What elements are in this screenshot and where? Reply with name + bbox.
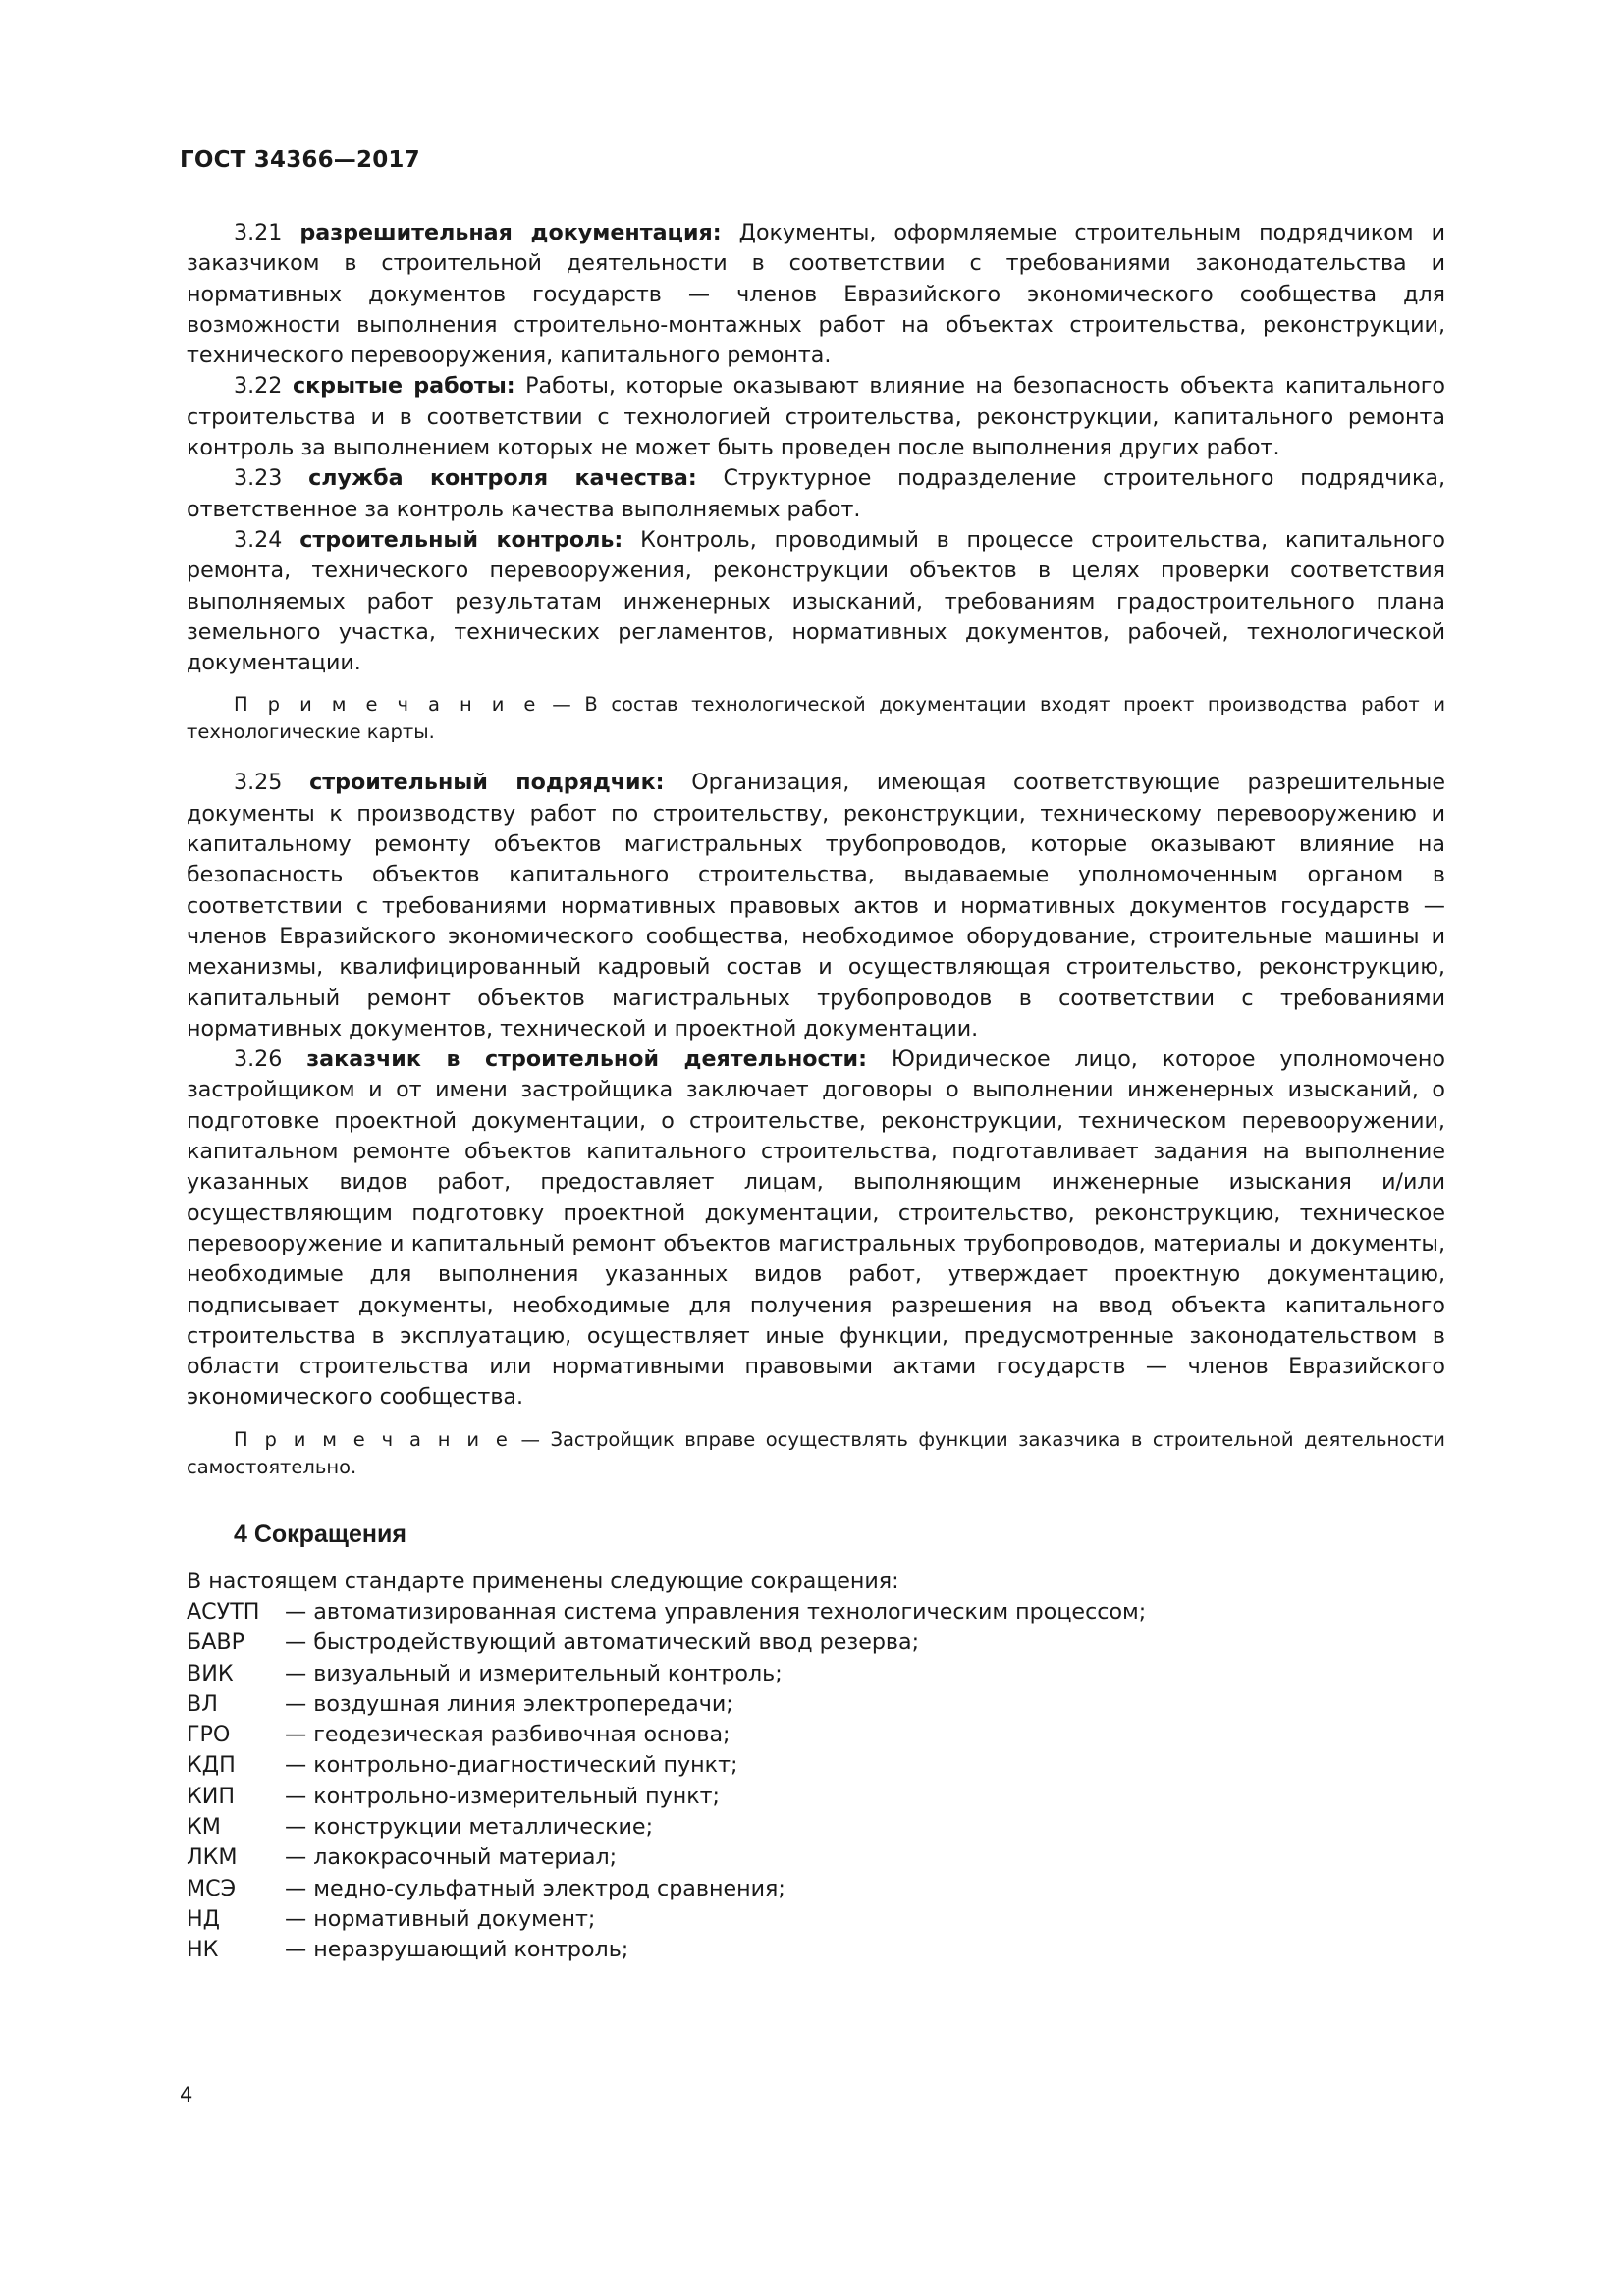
clause-text: Юридическое лицо, которое уполномочено застройщиком и от имени застройщика заключает договоры о выполнении инженерных изысканий, о подготовке проектной документации, о строительстве, реконструкции, техническом перевооружении, капитальном ремонте объектов капитального строительства, подготавливает задания на выполнение указанных видов работ, предоставляет лицам, выполняющим инженерные изыскания и/или осуществляющим подготовку проектной документации, строительство, реконструкцию, техническое перевооружение и капитальный ремонт объектов магистральных трубопроводов, материалы и документы, необходимые для выполнения указанных видов работ, утверждает проектную документацию, подписывает документы, необходимые для получения разрешения на ввод объекта капитального строительства в эксплуатацию, осуществляет иные функции, предусмотренные законодательством в области строительства или нормативными правовыми актами государств — членов Евразийского экономического сообщества. xyxy=(187,1046,1445,1411)
section-4-heading-wrap xyxy=(187,1481,1445,1567)
clause-3-26 xyxy=(187,1044,1445,1414)
abbreviation-value: — лакокрасочный материал; xyxy=(285,1844,618,1871)
list-item xyxy=(187,1597,1445,1628)
list-item xyxy=(187,1750,1445,1781)
clause-number: 3.26 xyxy=(234,1046,283,1073)
list-item xyxy=(187,1874,1445,1904)
list-item xyxy=(187,1842,1445,1873)
clause-number: 3.24 xyxy=(234,526,283,553)
list-item xyxy=(187,1659,1445,1689)
abbreviation-value: — автоматизированная система управления технологическим процессом; xyxy=(285,1598,1147,1625)
clause-term: служба контроля качества: xyxy=(308,465,697,492)
clause-text: Организация, имеющая соответствующие разрешительные документы к производству работ по строительству, реконструкции, техническому перевооружению и капитальному ремонту объектов магистральных трубопроводов, которые оказывают влияние на безопасность объектов капитального строительства, выдаваемые уполномоченным органом в соответствии с требованиями нормативных правовых актов и нормативных документов государств — членов Евразийского экономического сообщества, необходимое оборудование, строительные машины и механизмы, квалифицированный кадровый состав и осуществляющая строительство, реконструкцию, капитальный ремонт объектов магистральных трубопроводов в соответствии с требованиями нормативных документов, технической и проектной документации. xyxy=(187,770,1445,1041)
clause-3-25 xyxy=(187,768,1445,1044)
page-number: 4 xyxy=(180,2083,193,2107)
clause-number: 3.21 xyxy=(234,220,283,245)
clause-term: скрытые работы: xyxy=(292,373,515,400)
list-item xyxy=(187,1782,1445,1812)
list-item xyxy=(187,1904,1445,1935)
list-item xyxy=(187,1628,1445,1658)
section-4-intro: В настоящем стандарте применены следующие сокращения: xyxy=(187,1568,899,1594)
note-text: — В состав технологической документации входят проект производства работ и технологические карты. xyxy=(187,693,1445,744)
abbreviation-key: КИП xyxy=(187,1783,236,1809)
abbreviation-key: БАВР xyxy=(187,1629,245,1656)
abbreviation-key: ЛКМ xyxy=(187,1844,238,1871)
document-body xyxy=(187,218,1445,1966)
abbreviation-key: МСЭ xyxy=(187,1875,237,1901)
clause-text: Документы, оформляемые строительным подрядчиком и заказчиком в строительной деятельности в соответствии с требованиями законодательства и нормативных документов государств — членов Евразийского экономического сообщества для возможности выполнения строительно-монтажных работ на объектах строительства, реконструкции, технического перевооружения, капитального ремонта. xyxy=(187,220,1445,369)
abbreviation-key: ВИК xyxy=(187,1660,234,1686)
abbreviation-value: — контрольно-измерительный пункт; xyxy=(285,1783,721,1809)
abbreviation-value: — медно-сульфатный электрод сравнения; xyxy=(285,1875,785,1901)
clause-text: Контроль, проводимый в процессе строительства, капитального ремонта, технического перевооружения, реконструкции объектов в целях проверки соответствия выполняемых работ результатам инженерных изысканий, требованиям градостроительного плана земельного участка, технических регламентов, нормативных документов, рабочей, технологической документации. xyxy=(187,526,1445,676)
page-header: ГОСТ 34366—2017 xyxy=(180,147,420,173)
list-item xyxy=(187,1935,1445,1965)
clause-3-21 xyxy=(187,218,1445,371)
abbreviation-value: — конструкции металлические; xyxy=(285,1814,654,1841)
abbreviations-list xyxy=(187,1597,1445,1966)
clause-term: разрешительная документация: xyxy=(299,220,722,245)
abbreviation-value: — нормативный документ; xyxy=(285,1905,596,1932)
clause-3-22 xyxy=(187,371,1445,463)
note-label: П р и м е ч а н и е xyxy=(234,1427,512,1451)
abbreviation-value: — визуальный и измерительный контроль; xyxy=(285,1660,783,1686)
abbreviation-value: — геодезическая разбивочная основа; xyxy=(285,1722,731,1748)
note-3-26 xyxy=(187,1426,1445,1481)
abbreviation-value: — воздушная линия электропередачи; xyxy=(285,1690,733,1717)
clause-3-24 xyxy=(187,525,1445,678)
abbreviation-key: НК xyxy=(187,1937,219,1963)
clause-text: Структурное подразделение строительного подрядчика, ответственное за контроль качества выполняемых работ. xyxy=(187,465,1445,522)
list-item xyxy=(187,1812,1445,1842)
clause-term: строительный подрядчик: xyxy=(309,770,665,796)
abbreviation-key: КМ xyxy=(187,1814,221,1841)
list-item xyxy=(187,1720,1445,1750)
note-text: — Застройщик вправе осуществлять функции заказчика в строительной деятельности самостоятельно. xyxy=(187,1427,1445,1478)
note-3-24 xyxy=(187,691,1445,746)
abbreviation-value: — неразрушающий контроль; xyxy=(285,1937,629,1963)
abbreviation-value: — быстродействующий автоматический ввод резерва; xyxy=(285,1629,920,1656)
clause-number: 3.22 xyxy=(234,373,283,400)
abbreviation-value: — контрольно-диагностический пункт; xyxy=(285,1752,738,1779)
abbreviation-key: НД xyxy=(187,1905,221,1932)
abbreviation-key: АСУТП xyxy=(187,1598,260,1625)
note-label: П р и м е ч а н и е xyxy=(234,693,539,717)
list-item xyxy=(187,1689,1445,1720)
clause-term: заказчик в строительной деятельности: xyxy=(306,1046,867,1073)
clause-3-23 xyxy=(187,463,1445,525)
clause-term: строительный контроль: xyxy=(299,526,623,553)
abbreviation-key: КДП xyxy=(187,1752,236,1779)
clause-text: Работы, которые оказывают влияние на безопасность объекта капитального строительства и в соответствии с технологией строительства, реконструкции, капитального ремонта контроль за выполнением которых не может быть проведен после выполнения других работ. xyxy=(187,373,1445,461)
clause-number: 3.25 xyxy=(234,770,283,796)
section-4-title: 4 Сокращения xyxy=(234,1520,406,1548)
abbreviation-key: ГРО xyxy=(187,1722,231,1748)
abbreviation-key: ВЛ xyxy=(187,1690,218,1717)
clause-number: 3.23 xyxy=(234,465,283,492)
